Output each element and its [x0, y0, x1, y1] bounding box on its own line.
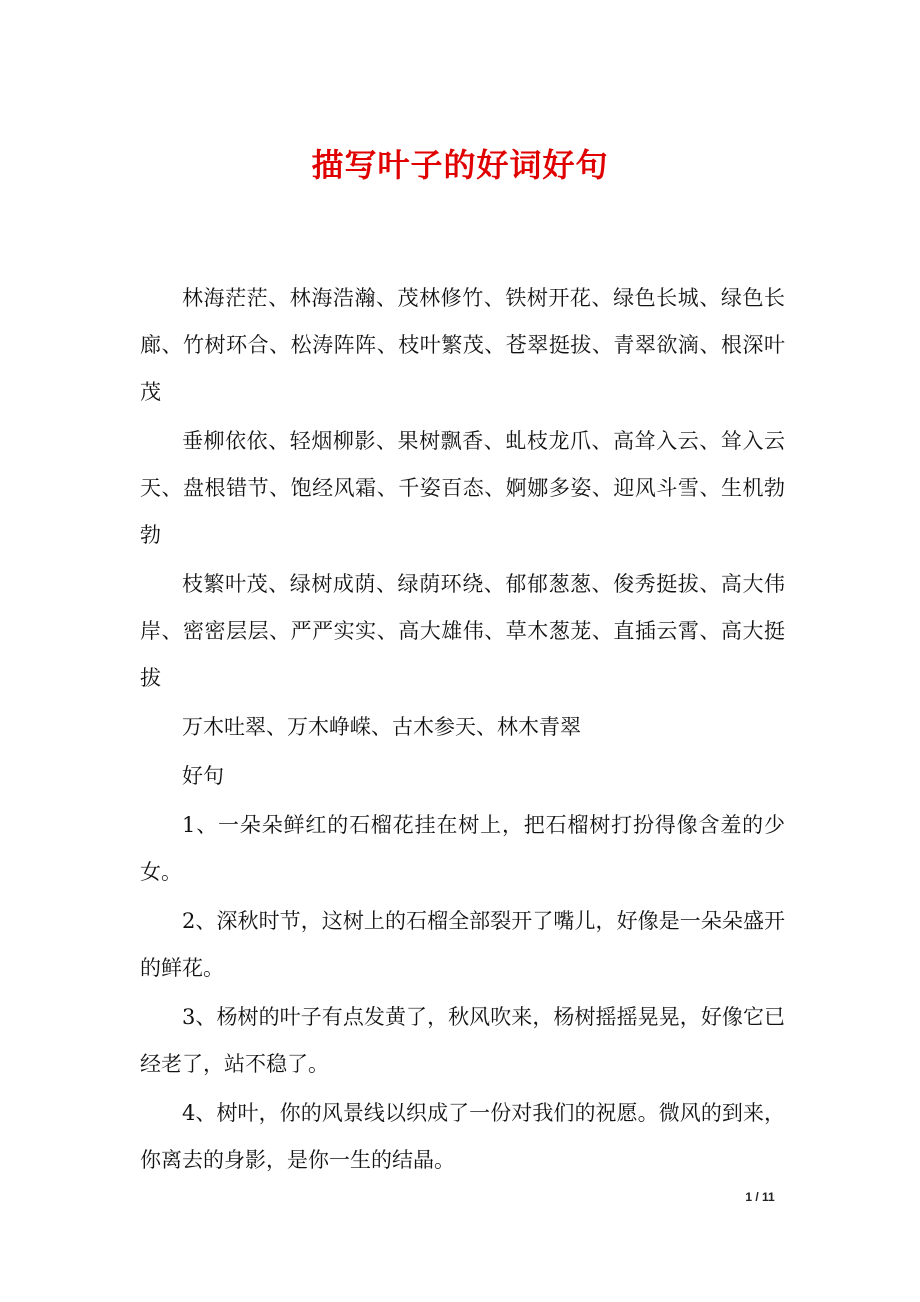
section-heading: 好句: [182, 764, 224, 788]
paragraph: 1、一朵朵鲜红的石榴花挂在树上，把石榴树打扮得像含羞的少女。: [140, 813, 785, 884]
paragraph: 枝繁叶茂、绿树成荫、绿荫环绕、郁郁葱葱、俊秀挺拔、高大伟岸、密密层层、严严实实、高大雄伟、草木葱茏、直插云霄、高大挺拔: [140, 572, 785, 690]
paragraph: 2、深秋时节，这树上的石榴全部裂开了嘴儿，好像是一朵朵盛开的鲜花。: [140, 909, 785, 980]
page-number: 1 / 11: [745, 1190, 775, 1204]
paragraph: 4、树叶，你的风景线以织成了一份对我们的祝愿。微风的到来，你离去的身影，是你一生的结晶。: [140, 1101, 785, 1172]
document-title: 描写叶子的好词好句: [311, 146, 609, 184]
paragraph: 3、杨树的叶子有点发黄了，秋风吹来，杨树摇摇晃晃，好像它已经老了，站不稳了。: [140, 1005, 785, 1076]
document-body: [140, 275, 785, 1186]
paragraph: 林海茫茫、林海浩瀚、茂林修竹、铁树开花、绿色长城、绿色长廊、竹树环合、松涛阵阵、枝叶繁茂、苍翠挺拔、青翠欲滴、根深叶茂: [140, 286, 785, 404]
paragraph: 垂柳依依、轻烟柳影、果树飘香、虬枝龙爪、高耸入云、耸入云天、盘根错节、饱经风霜、千姿百态、婀娜多姿、迎风斗雪、生机勃勃: [140, 429, 785, 547]
paragraph: 万木吐翠、万木峥嵘、古木参天、林木青翠: [182, 715, 581, 739]
